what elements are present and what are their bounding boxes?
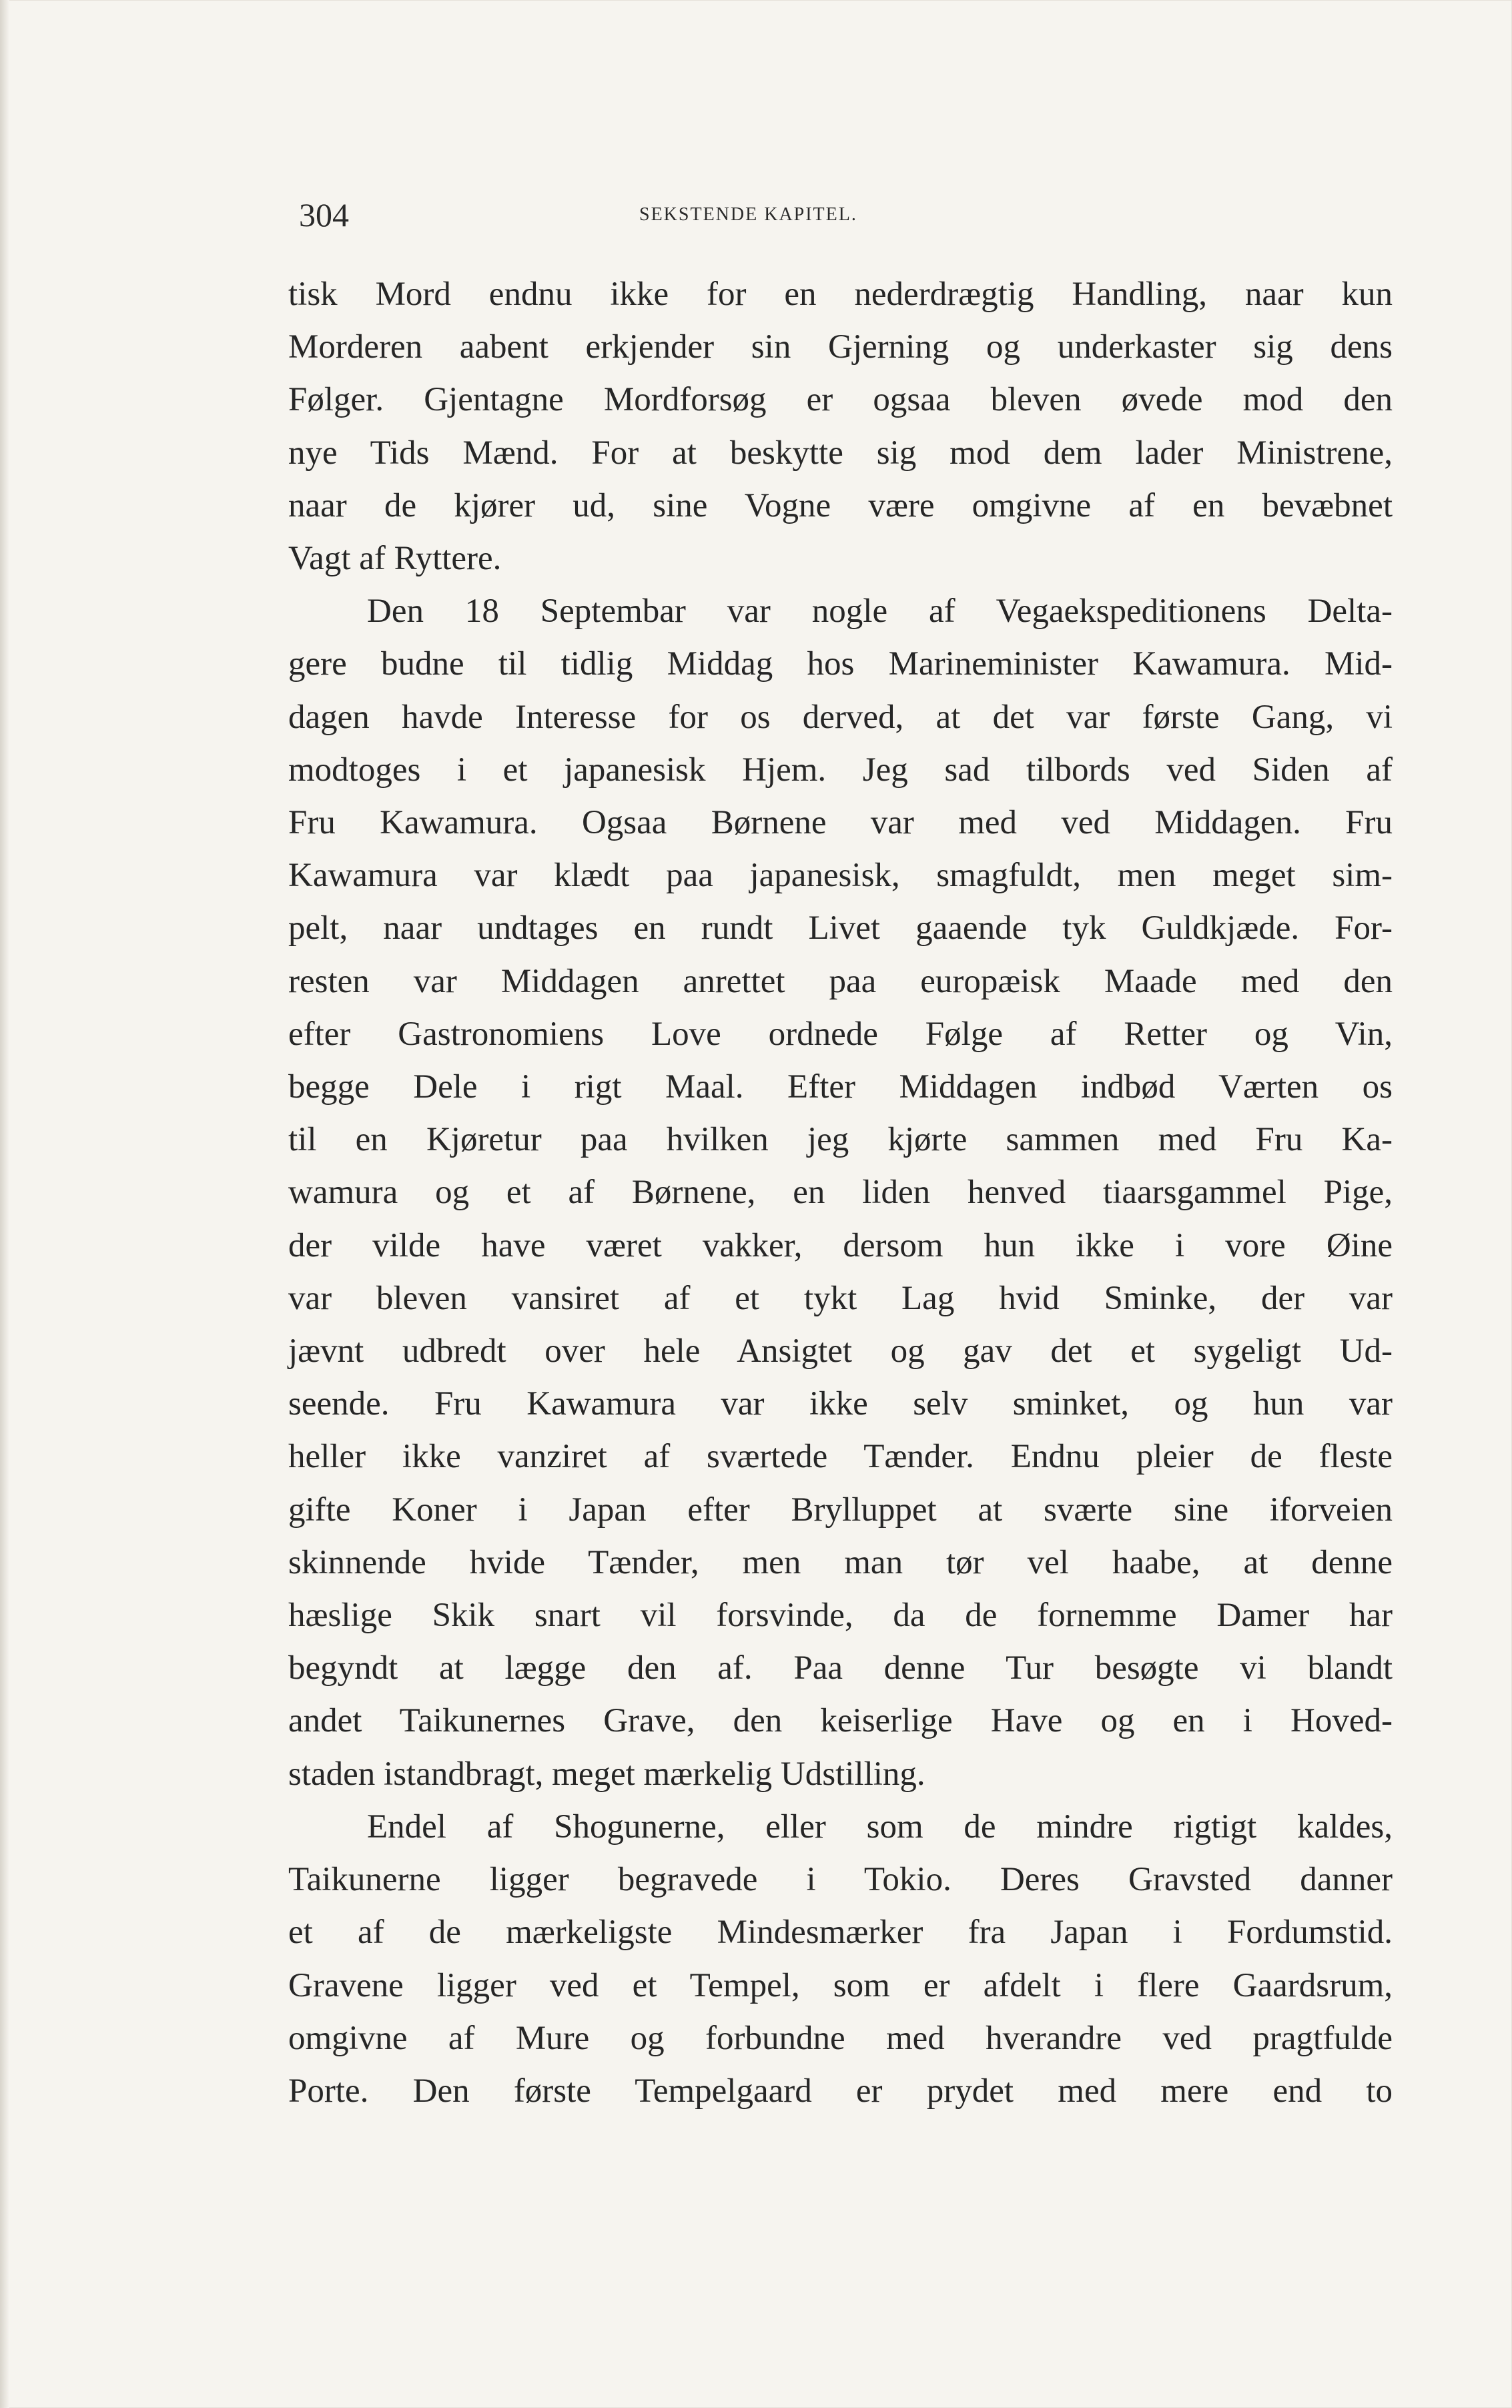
text-line: Morderen aabent erkjender sin Gjerning og underkaster sig dens (288, 328, 1393, 366)
text-line: pelt, naar undtages en rundt Livet gaaende tyk Guldkjæde. For- (288, 909, 1393, 947)
text-line: Fru Kawamura. Ogsaa Børnene var med ved Middagen. Fru (288, 804, 1393, 842)
text-line: Kawamura var klædt paa japanesisk, smagfuldt, men meget sim- (288, 857, 1393, 895)
text-line: nye Tids Mænd. For at beskytte sig mod dem lader Ministrene, (288, 434, 1393, 472)
text-line: dagen havde Interesse for os derved, at det var første Gang, vi (288, 698, 1393, 736)
text-line: efter Gastronomiens Love ordnede Følge af Retter og Vin, (288, 1015, 1393, 1053)
text-line: Endel af Shogunerne, eller som de mindre rigtigt kaldes, (367, 1808, 1393, 1846)
text-line: seende. Fru Kawamura var ikke selv sminket, og hun var (288, 1385, 1393, 1423)
page-number: 304 (299, 196, 349, 234)
text-line: skinnende hvide Tænder, men man tør vel haabe, at denne (288, 1543, 1393, 1581)
text-line: heller ikke vanziret af sværtede Tænder. Endnu pleier de fleste (288, 1438, 1393, 1476)
text-line: begyndt at lægge den af. Paa denne Tur besøgte vi blandt (288, 1649, 1393, 1687)
text-line: Følger. Gjentagne Mordforsøg er ogsaa bleven øvede mod den (288, 381, 1393, 419)
text-line: Taikunerne ligger begravede i Tokio. Deres Gravsted danner (288, 1861, 1393, 1899)
text-line: et af de mærkeligste Mindesmærker fra Japan i Fordumstid. (288, 1914, 1393, 1952)
chapter-title: SEKSTENDE KAPITEL. (639, 204, 857, 225)
text-line: Den 18 Septembar var nogle af Vegaekspeditionens Delta- (367, 592, 1393, 631)
body-text (288, 268, 1393, 2118)
text-line: til en Kjøretur paa hvilken jeg kjørte sammen med Fru Ka- (288, 1121, 1393, 1159)
text-line: Vagt af Ryttere. (288, 540, 502, 578)
text-line: tisk Mord endnu ikke for en nederdrægtig Handling, naar kun (288, 276, 1393, 313)
text-line: gifte Koner i Japan efter Brylluppet at sværte sine iforveien (288, 1491, 1393, 1529)
text-line: Porte. Den første Tempelgaard er prydet med mere end to (288, 2072, 1393, 2110)
text-line: wamura og et af Børnene, en liden henved tiaarsgammel Pige, (288, 1174, 1393, 1212)
text-line: omgivne af Mure og forbundne med hverandre ved pragtfulde (288, 2019, 1393, 2057)
text-line: resten var Middagen anrettet paa europæisk Maade med den (288, 962, 1393, 1000)
page-header (299, 193, 1393, 247)
text-line: jævnt udbredt over hele Ansigtet og gav det et sygeligt Ud- (288, 1332, 1393, 1370)
text-line: begge Dele i rigt Maal. Efter Middagen indbød Værten os (288, 1068, 1393, 1106)
text-line: andet Taikunernes Grave, den keiserlige Have og en i Hoved- (288, 1702, 1393, 1740)
text-line: Gravene ligger ved et Tempel, som er afdelt i flere Gaardsrum, (288, 1966, 1393, 2004)
text-line: hæslige Skik snart vil forsvinde, da de fornemme Damer har (288, 1597, 1393, 1635)
text-line: naar de kjører ud, sine Vogne være omgivne af en bevæbnet (288, 486, 1393, 524)
text-line: gere budne til tidlig Middag hos Marineminister Kawamura. Mid- (288, 645, 1393, 683)
text-line: var bleven vansiret af et tykt Lag hvid Sminke, der var (288, 1279, 1393, 1317)
text-line: modtoges i et japanesisk Hjem. Jeg sad tilbords ved Siden af (288, 751, 1393, 789)
text-line: staden istandbragt, meget mærkelig Udstilling. (288, 1755, 925, 1793)
text-line: der vilde have været vakker, dersom hun ikke i vore Øine (288, 1226, 1393, 1264)
